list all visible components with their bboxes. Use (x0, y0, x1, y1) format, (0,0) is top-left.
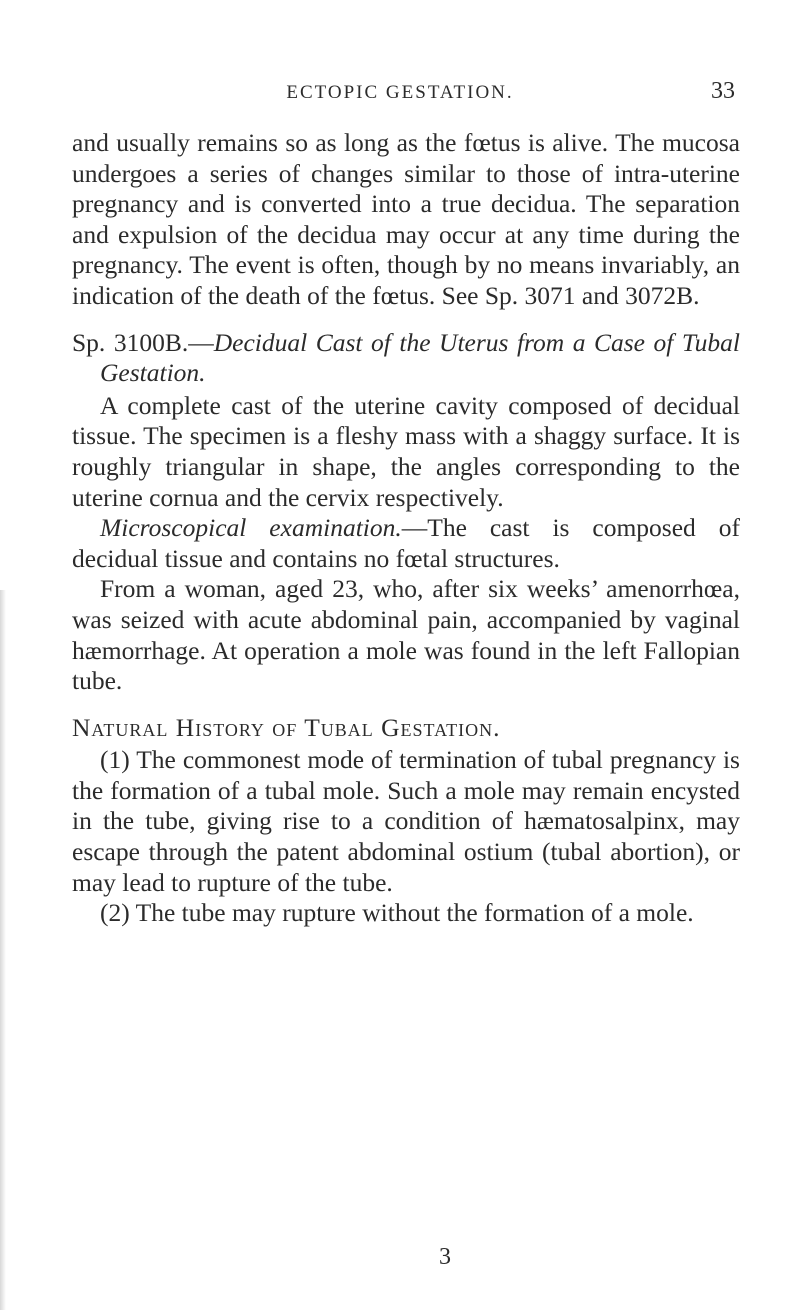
page-edge-shadow (0, 590, 6, 1310)
paragraph-termination-mode-1: (1) The commonest mode of termination of tubal pregnancy is the formation of a tubal mole. Such a mole may remain encysted in the tube, giving rise to a condition of hæmatosalpinx, may escape through the patent abdominal ostium (tubal abortion), or may lead to rupture of the tube. (72, 745, 740, 897)
specimen-number: Sp. 3100B. (72, 327, 189, 357)
page-number: 33 (711, 78, 735, 104)
page-header (0, 78, 800, 112)
paragraph-patient-history: From a woman, aged 23, who, after six weeks’ amenorrhœa, was seized with acute abdominal pain, accompanied by vaginal hæmorrhage. At operation a mole was found in the left Fallopian tube. (72, 574, 740, 696)
microscopy-label: Microscopical examination. (100, 513, 402, 543)
specimen-title: Decidual Cast of the Uterus from a Case of Tubal Gestation. (100, 327, 740, 388)
paragraph-microscopy (72, 513, 740, 574)
microscopy-text: —The cast is composed of decidual tissue and contains no fœtal structures. (72, 513, 740, 573)
signature-mark: 3 (439, 1244, 451, 1270)
specimen-heading: Sp. 3100B.—Decidual Cast of the Uterus from a Case of Tubal Gestation. (72, 327, 740, 388)
paragraph-specimen-description: A complete cast of the uterine cavity composed of decidual tissue. The specimen is a fleshy mass with a shaggy surface. It is roughly triangular in shape, the angles corresponding to the uterine cornua and the cervix respectively. (72, 390, 740, 512)
section-heading: Natural History of Tubal Gestation. (72, 712, 501, 742)
page-body (72, 128, 740, 929)
paragraph-termination-mode-2: (2) The tube may rupture without the formation of a mole. (100, 898, 694, 928)
running-head: ECTOPIC GESTATION. (286, 82, 514, 103)
paragraph-fetus-alive: and usually remains so as long as the fœtus is alive. The mucosa undergoes a series of changes similar to those of intra-uterine pregnancy and is converted into a true decidua. The separation and expulsion of the decidua may occur at any time during the pregnancy. The event is often, though by no means invariably, an indication of the death of the fœtus. See Sp. 3071 and 3072B. (72, 128, 740, 310)
